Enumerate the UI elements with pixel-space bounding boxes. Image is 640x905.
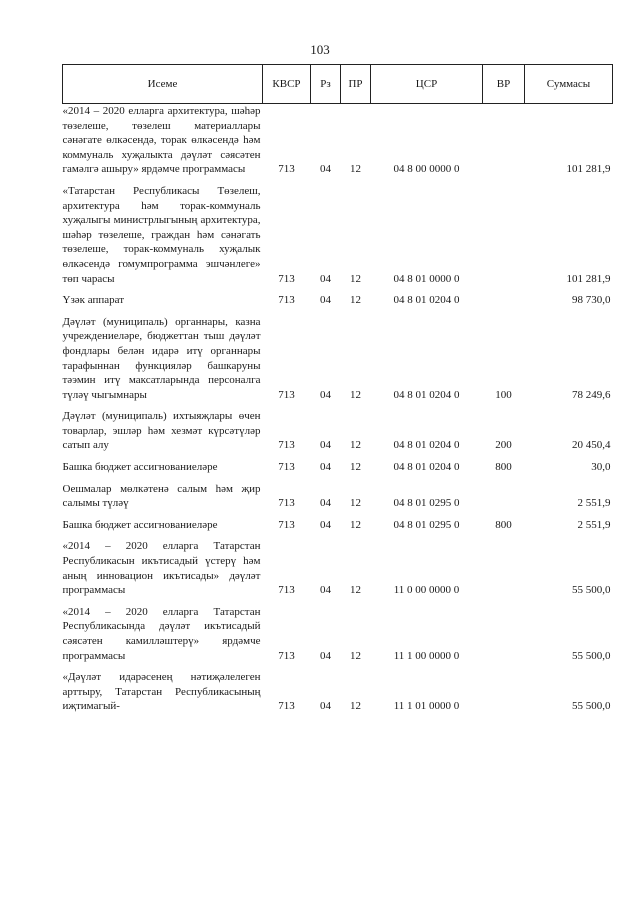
row-kvsr: 713 (278, 163, 295, 176)
header-vr: ВР (483, 65, 525, 104)
row-vr: 200 (495, 439, 512, 452)
row-kvsr: 713 (278, 584, 295, 597)
row-pr: 12 (350, 388, 361, 401)
row-pr: 12 (350, 700, 361, 713)
row-csr: 04 8 01 0000 0 (393, 272, 460, 285)
header-name: Исеме (63, 65, 263, 104)
row-sum: 98 730,0 (572, 294, 611, 307)
row-pr: 12 (350, 518, 361, 531)
row-sum: 78 249,6 (572, 388, 611, 401)
row-vr (483, 177, 525, 286)
table-row (63, 663, 613, 714)
row-rz: 04 (320, 388, 331, 401)
row-vr (483, 475, 525, 511)
row-rz: 04 (320, 294, 331, 307)
table-row (63, 453, 613, 475)
table-row (63, 286, 613, 308)
row-pr: 12 (350, 163, 361, 176)
row-csr: 04 8 01 0204 0 (393, 439, 460, 452)
header-sum: Суммасы (525, 65, 613, 104)
table-row (63, 511, 613, 533)
row-vr: 800 (495, 518, 512, 531)
table-row (63, 177, 613, 286)
row-pr: 12 (350, 649, 361, 662)
row-kvsr: 713 (278, 461, 295, 474)
row-csr: 04 8 01 0295 0 (393, 518, 460, 531)
row-pr: 12 (350, 272, 361, 285)
row-kvsr: 713 (278, 294, 295, 307)
row-pr: 12 (350, 584, 361, 597)
header-kvsr: КВСР (263, 65, 311, 104)
row-name: «2014 – 2020 елларга Татарстан Республикасында дәүләт икътисадый сәясәтен камилләштерү» ярдәмче программасы (62, 605, 261, 662)
row-sum: 55 500,0 (572, 700, 611, 713)
row-pr: 12 (350, 497, 361, 510)
row-pr: 12 (350, 461, 361, 474)
row-pr: 12 (350, 439, 361, 452)
row-name: Оешмалар мөлкәтенә салым һәм җир салымы түләү (62, 482, 261, 510)
row-csr: 04 8 00 0000 0 (393, 163, 460, 176)
row-csr: 04 8 01 0204 0 (393, 461, 460, 474)
row-name: «Дәүләт идарәсенең нәтиҗәлелеген арттыру, Татарстан Республикасының иҗтимагый- (62, 671, 261, 713)
table-row (63, 104, 613, 177)
row-rz: 04 (320, 518, 331, 531)
table-header-row (63, 65, 613, 104)
header-pr: ПР (341, 65, 371, 104)
row-sum: 101 281,9 (566, 163, 611, 176)
table-row (63, 402, 613, 453)
row-kvsr: 713 (278, 439, 295, 452)
row-rz: 04 (320, 700, 331, 713)
row-sum: 2 551,9 (577, 518, 611, 531)
row-sum: 30,0 (591, 461, 611, 474)
row-rz: 04 (320, 649, 331, 662)
row-name: Үзәк аппарат (62, 294, 125, 307)
row-kvsr: 713 (278, 497, 295, 510)
page-number: 103 (310, 42, 330, 57)
row-vr (483, 598, 525, 663)
row-kvsr: 713 (278, 388, 295, 401)
row-csr: 04 8 01 0295 0 (393, 497, 460, 510)
row-sum: 20 450,4 (572, 439, 611, 452)
row-name: «2014 – 2020 елларга Татарстан Республикасын икътисадый үстерү һәм аның инновацион икътисады» дәүләт программасы (62, 540, 261, 597)
row-csr: 11 0 00 0000 0 (393, 584, 460, 597)
header-csr: ЦСР (371, 65, 483, 104)
row-sum: 55 500,0 (572, 649, 611, 662)
row-vr (483, 532, 525, 597)
row-sum: 2 551,9 (577, 497, 611, 510)
row-vr: 800 (495, 461, 512, 474)
table-row (63, 598, 613, 663)
row-rz: 04 (320, 461, 331, 474)
row-csr: 11 1 00 0000 0 (393, 649, 460, 662)
row-name: Башка бюджет ассигнованиеләре (62, 518, 218, 531)
table-row (63, 532, 613, 597)
row-vr (483, 286, 525, 308)
row-rz: 04 (320, 584, 331, 597)
row-kvsr: 713 (278, 518, 295, 531)
row-vr (483, 104, 525, 177)
row-name: «Татарстан Республикасы Төзелеш, архитектура һәм торак-коммуналь хуҗалыгы министрлыгының архитектура, шәһәр төзелеше, граждан һәм сәнәгать төзелеше, торак-коммуналь хуҗалык өлкәсендә гомумпрограмма эшчәнлеге» төп чарасы (62, 184, 261, 285)
row-csr: 11 1 01 0000 0 (393, 700, 460, 713)
header-rz: Рз (311, 65, 341, 104)
table-row (63, 475, 613, 511)
row-pr: 12 (350, 294, 361, 307)
budget-table (62, 64, 613, 714)
row-vr: 100 (495, 388, 512, 401)
row-kvsr: 713 (278, 272, 295, 285)
table-row (63, 308, 613, 403)
row-kvsr: 713 (278, 649, 295, 662)
row-name: «2014 – 2020 елларга архитектура, шәһәр төзелеше, төзелеш материаллары сәнәгате өлкәсендә, торак өлкәсендә һәм коммуналь хуҗалыкта дәүләт сәясәтен гамәлгә ашыру» ярдәмче программасы (62, 105, 261, 176)
row-name: Башка бюджет ассигнованиеләре (62, 461, 218, 474)
row-name: Дәүләт (муниципаль) ихтыяҗлары өчен товарлар, эшләр һәм хезмәт күрсәтүләр сатып алу (62, 410, 261, 452)
row-sum: 55 500,0 (572, 584, 611, 597)
row-name: Дәүләт (муниципаль) органнары, казна учреждениеләре, бюджеттан тыш дәүләт фондлары белән идарә итү органнары тарафыннан функцияләр башкаруны тәэмин итү максатларында персоналга түләү чыгымнары (62, 315, 261, 401)
row-rz: 04 (320, 272, 331, 285)
row-rz: 04 (320, 163, 331, 176)
row-kvsr: 713 (278, 700, 295, 713)
row-sum: 101 281,9 (566, 272, 611, 285)
row-rz: 04 (320, 439, 331, 452)
row-csr: 04 8 01 0204 0 (393, 388, 460, 401)
row-vr (483, 663, 525, 714)
row-rz: 04 (320, 497, 331, 510)
row-csr: 04 8 01 0204 0 (393, 294, 460, 307)
